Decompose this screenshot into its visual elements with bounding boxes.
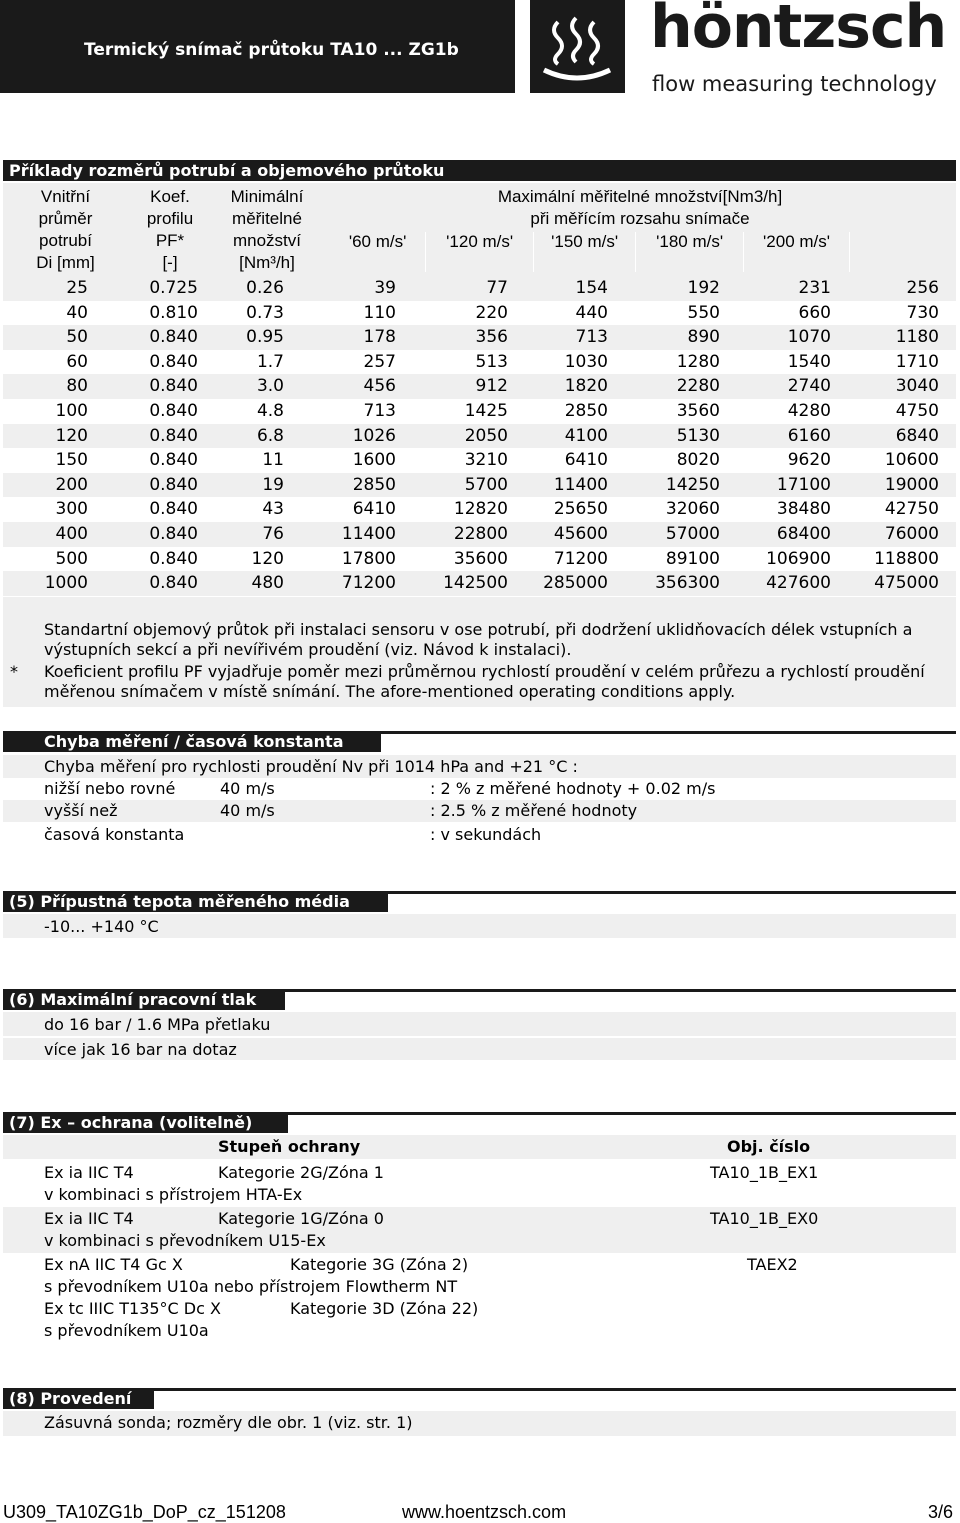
speed-headers	[330, 232, 850, 272]
ex3-dust-marking: Ex tc IIIC T135°C Dc X	[44, 1299, 221, 1318]
section-header-temperature	[3, 891, 388, 912]
col-header-min	[212, 186, 322, 274]
max-header-line: Maximální měřitelné množství[Nm3/h]	[497, 187, 783, 206]
table-cell: 80	[66, 376, 88, 397]
table-cell: 480	[251, 573, 284, 594]
table-cell: 8020	[676, 450, 720, 471]
time-constant-value: : v sekundách	[430, 825, 542, 844]
table-cell: 42750	[884, 499, 939, 520]
table-cell: 1540	[787, 351, 831, 372]
ex3-combination: s převodníkem U10a nebo přístrojem Flowtherm NT	[44, 1277, 458, 1296]
table-cell: 118800	[874, 548, 939, 569]
table-row	[3, 424, 956, 449]
col-header-diameter	[8, 186, 123, 274]
company-tagline: flow measuring technology	[652, 72, 937, 96]
table-row	[3, 350, 956, 375]
speed-header: '150 m/s'	[533, 232, 635, 272]
error-high-label: vyšší než	[44, 801, 118, 820]
table-cell: 3040	[895, 376, 939, 397]
table-cell: 17800	[341, 548, 396, 569]
ex2-category: Kategorie 1G/Zóna 0	[218, 1209, 384, 1228]
table-cell: 2850	[352, 474, 396, 495]
table-cell: 0.840	[149, 450, 198, 471]
table-cell: 71200	[341, 573, 396, 594]
table-cell: 200	[55, 474, 88, 495]
table-cell: 1600	[352, 450, 396, 471]
table-cell: 0.840	[149, 573, 198, 594]
col-header-line: PF*	[155, 231, 185, 250]
table-row	[3, 473, 956, 498]
table-cell: 1026	[352, 425, 396, 446]
table-cell: 1000	[44, 573, 88, 594]
col-header-line: [-]	[162, 253, 178, 272]
table-cell: 5130	[676, 425, 720, 446]
col-header-line: [Nm³/h]	[239, 253, 295, 272]
ex1-marking: Ex ia IIC T4	[44, 1163, 134, 1182]
section-title: Příklady rozměrů potrubí a objemového průtoku	[9, 161, 445, 180]
table-cell: 0.26	[246, 278, 284, 298]
speed-header: '180 m/s'	[635, 232, 743, 272]
table-cell: 106900	[766, 548, 831, 569]
col-header-line: Vnitřní	[40, 187, 91, 206]
table-cell: 550	[687, 302, 720, 323]
table-cell: 38480	[776, 499, 831, 520]
table-cell: 5700	[464, 474, 508, 495]
section-title: (6) Maximální pracovní tlak	[9, 990, 257, 1009]
max-header-line: při měřícím rozsahu snímače	[530, 209, 750, 228]
table-cell: 17100	[776, 474, 831, 495]
table-cell: 427600	[766, 573, 831, 594]
error-high-value: : 2.5 % z měřené hodnoty	[430, 801, 638, 820]
table-cell: 1030	[564, 351, 608, 372]
col-header-line: Minimální	[230, 187, 304, 206]
ex3-dust-category: Kategorie 3D (Zóna 22)	[290, 1299, 479, 1318]
table-cell: 0.73	[246, 302, 284, 323]
section-title: (5) Přípustná tepota měřeného média	[9, 892, 350, 911]
table-cell: 356	[475, 327, 508, 348]
error-low-label: nižší nebo rovné	[44, 779, 176, 798]
section-title: (8) Provedení	[9, 1389, 132, 1408]
table-cell: 660	[798, 302, 831, 323]
table-cell: 1070	[787, 327, 831, 348]
col-header-line: průměr	[38, 209, 93, 228]
table-cell: 6410	[564, 450, 608, 471]
ex3-category: Kategorie 3G (Zóna 2)	[290, 1255, 469, 1274]
table-cell: 2050	[464, 425, 508, 446]
table-cell: 2850	[564, 401, 608, 421]
table-cell: 19000	[884, 474, 939, 495]
table-cell: 1.7	[256, 351, 284, 372]
table-cell: 68400	[776, 524, 831, 544]
table-cell: 300	[55, 499, 88, 520]
time-constant-label: časová konstanta	[44, 825, 185, 844]
table-cell: 713	[363, 401, 396, 421]
error-low-speed: 40 m/s	[220, 779, 275, 798]
table-cell: 4100	[564, 425, 608, 446]
col-header-line: profilu	[146, 209, 194, 228]
table-cell: 0.725	[149, 278, 198, 298]
table-cell: 400	[55, 524, 88, 544]
col-header-line: měřitelné	[232, 209, 302, 228]
table-cell: 1180	[895, 327, 939, 348]
table-cell: 713	[575, 327, 608, 348]
table-cell: 76	[262, 524, 284, 544]
table-cell: 500	[55, 548, 88, 569]
table-cell: 1820	[564, 376, 608, 397]
table-row	[3, 276, 956, 301]
table-cell: 0.840	[149, 327, 198, 348]
table-row	[3, 374, 956, 399]
table-row	[3, 399, 956, 424]
pressure-line-1: do 16 bar / 1.6 MPa přetlaku	[44, 1015, 271, 1034]
table-cell: 10600	[884, 450, 939, 471]
footer-website[interactable]: www.hoentzsch.com	[402, 1502, 567, 1522]
table-row	[3, 448, 956, 473]
table-cell: 9620	[787, 450, 831, 471]
table-cell: 0.840	[149, 524, 198, 544]
table-cell: 356300	[655, 573, 720, 594]
table-row	[3, 547, 956, 572]
section-title: Chyba měření / časová konstanta	[44, 732, 344, 751]
footer-doc-id: U309_TA10ZG1b_DoP_cz_151208	[3, 1502, 286, 1522]
col-header-max	[330, 186, 950, 230]
ex2-marking: Ex ia IIC T4	[44, 1209, 134, 1228]
col-header-line: Koef.	[150, 187, 190, 206]
table-cell: 6410	[352, 499, 396, 520]
table-cell: 0.840	[149, 401, 198, 421]
table-cell: 35600	[453, 548, 508, 569]
table-cell: 11400	[553, 474, 608, 495]
section-header-pressure	[3, 989, 285, 1010]
table-cell: 4.8	[256, 401, 284, 421]
table-cell: 6.8	[256, 425, 284, 446]
table-cell: 513	[475, 351, 508, 372]
table-row	[3, 497, 956, 522]
table-cell: 730	[906, 302, 939, 323]
speed-header: '60 m/s'	[348, 232, 407, 251]
ex3-marking: Ex nA IIC T4 Gc X	[44, 1255, 183, 1274]
temperature-range: -10... +140 °C	[44, 917, 159, 936]
table-cell: 0.810	[149, 302, 198, 323]
table-cell: 32060	[665, 499, 720, 520]
table-cell: 25	[66, 278, 88, 298]
table-cell: 71200	[553, 548, 608, 569]
ex2-combination: v kombinaci s převodníkem U15-Ex	[44, 1231, 326, 1250]
table-cell: 456	[363, 376, 396, 397]
footer-page-number: 3/6	[928, 1502, 954, 1522]
table-cell: 110	[363, 302, 396, 323]
ex2-order-number: TA10_1B_EX0	[710, 1209, 819, 1228]
table-cell: 0.840	[149, 351, 198, 372]
note-profile-coefficient: Koeficient profilu PF vyjadřuje poměr mezi průměrnou rychlostí proudění v celém průřezu a rychlostí proudění měřenou snímačem v místě snímání. The afore-mentioned operating conditions apply.	[44, 662, 925, 701]
ex3-dust-combination: s převodníkem U10a	[44, 1321, 209, 1340]
table-cell: 475000	[874, 573, 939, 594]
table-cell: 120	[251, 548, 284, 569]
table-cell: 43	[262, 499, 284, 520]
row-bg	[3, 1135, 956, 1159]
table-cell: 22800	[453, 524, 508, 544]
section-header-error	[3, 731, 381, 752]
error-low-value: : 2 % z měřené hodnoty + 0.02 m/s	[430, 779, 716, 798]
table-cell: 100	[55, 401, 88, 421]
table-cell: 178	[363, 327, 396, 348]
col-header-line: potrubí	[39, 231, 92, 250]
table-cell: 257	[363, 351, 396, 372]
table-cell: 57000	[665, 524, 720, 544]
table-cell: 25650	[553, 499, 608, 520]
pressure-line-2: více jak 16 bar na dotaz	[44, 1040, 237, 1059]
heat-flow-icon	[530, 0, 625, 93]
table-cell: 12820	[453, 499, 508, 520]
table-cell: 50	[66, 327, 88, 348]
table-cell: 0.840	[149, 499, 198, 520]
table-cell: 2740	[787, 376, 831, 397]
table-cell: 76000	[884, 524, 939, 544]
ex3-order-number: TAEX2	[747, 1255, 798, 1274]
table-cell: 19	[262, 474, 284, 495]
col-header-line: Di [mm]	[36, 253, 95, 272]
table-cell: 60	[66, 351, 88, 372]
table-cell: 150	[55, 450, 88, 471]
table-cell: 285000	[543, 573, 608, 594]
table-cell: 6840	[895, 425, 939, 446]
col-header-profile	[130, 186, 210, 274]
table-cell: 2280	[676, 376, 720, 397]
ex1-combination: v kombinaci s přístrojem HTA-Ex	[44, 1185, 303, 1204]
table-cell: 912	[475, 376, 508, 397]
col-header-line: množství	[232, 231, 302, 250]
table-cell: 890	[687, 327, 720, 348]
table-row	[3, 301, 956, 326]
section-header-design	[3, 1388, 154, 1409]
speed-header: '120 m/s'	[425, 232, 533, 272]
table-cell: 0.840	[149, 474, 198, 495]
table-cell: 89100	[665, 548, 720, 569]
table-cell: 11400	[341, 524, 396, 544]
table-cell: 4280	[787, 401, 831, 421]
table-cell: 11	[262, 450, 284, 471]
section-header-ex	[3, 1112, 288, 1133]
table-row	[3, 522, 956, 547]
col-header-protection: Stupeň ochrany	[218, 1137, 361, 1156]
table-cell: 4750	[895, 401, 939, 421]
error-high-speed: 40 m/s	[220, 801, 275, 820]
table-cell: 440	[575, 302, 608, 323]
table-cell: 77	[486, 278, 508, 298]
note-standard-flow: Standartní objemový průtok při instalaci sensoru v ose potrubí, při dodržení uklidňovacích délek vstupních a výstupních sekcí a při nevířivém proudění (viz. Návod k instalaci).	[44, 620, 913, 659]
document-title: Termický snímač průtoku TA10 ... ZG1b	[84, 40, 459, 60]
table-cell: 3.0	[256, 376, 284, 397]
asterisk-marker: *	[10, 662, 18, 681]
table-cell: 39	[374, 278, 396, 298]
table-row	[3, 325, 956, 350]
table-cell: 256	[906, 278, 939, 298]
table-cell: 6160	[787, 425, 831, 446]
design-description: Zásuvná sonda; rozměry dle obr. 1 (viz. str. 1)	[44, 1413, 413, 1432]
table-cell: 3210	[464, 450, 508, 471]
table-cell: 14250	[665, 474, 720, 495]
table-cell: 142500	[443, 573, 508, 594]
table-cell: 120	[55, 425, 88, 446]
speed-header: '200 m/s'	[743, 232, 850, 272]
table-cell: 1710	[895, 351, 939, 372]
table-cell: 0.840	[149, 425, 198, 446]
ex1-category: Kategorie 2G/Zóna 1	[218, 1163, 384, 1182]
error-intro: Chyba měření pro rychlosti proudění Nv při 1014 hPa and +21 °C :	[44, 757, 578, 776]
table-cell: 0.840	[149, 548, 198, 569]
table-cell: 40	[66, 302, 88, 323]
section-title: (7) Ex – ochrana (volitelně)	[9, 1113, 253, 1132]
table-cell: 154	[575, 278, 608, 298]
table-row	[3, 571, 956, 596]
table-cell: 220	[475, 302, 508, 323]
section-header-flow-examples	[3, 160, 956, 181]
table-cell: 1280	[676, 351, 720, 372]
table-cell: 1425	[464, 401, 508, 421]
table-cell: 0.840	[149, 376, 198, 397]
table-cell: 0.95	[246, 327, 284, 348]
col-header-order: Obj. číslo	[727, 1137, 811, 1156]
table-cell: 231	[798, 278, 831, 298]
table-cell: 45600	[553, 524, 608, 544]
table-cell: 3560	[676, 401, 720, 421]
table-cell: 192	[687, 278, 720, 298]
company-logo: höntzsch	[650, 0, 947, 62]
heat-flow-logo-box	[530, 0, 625, 93]
ex1-order-number: TA10_1B_EX1	[710, 1163, 819, 1182]
